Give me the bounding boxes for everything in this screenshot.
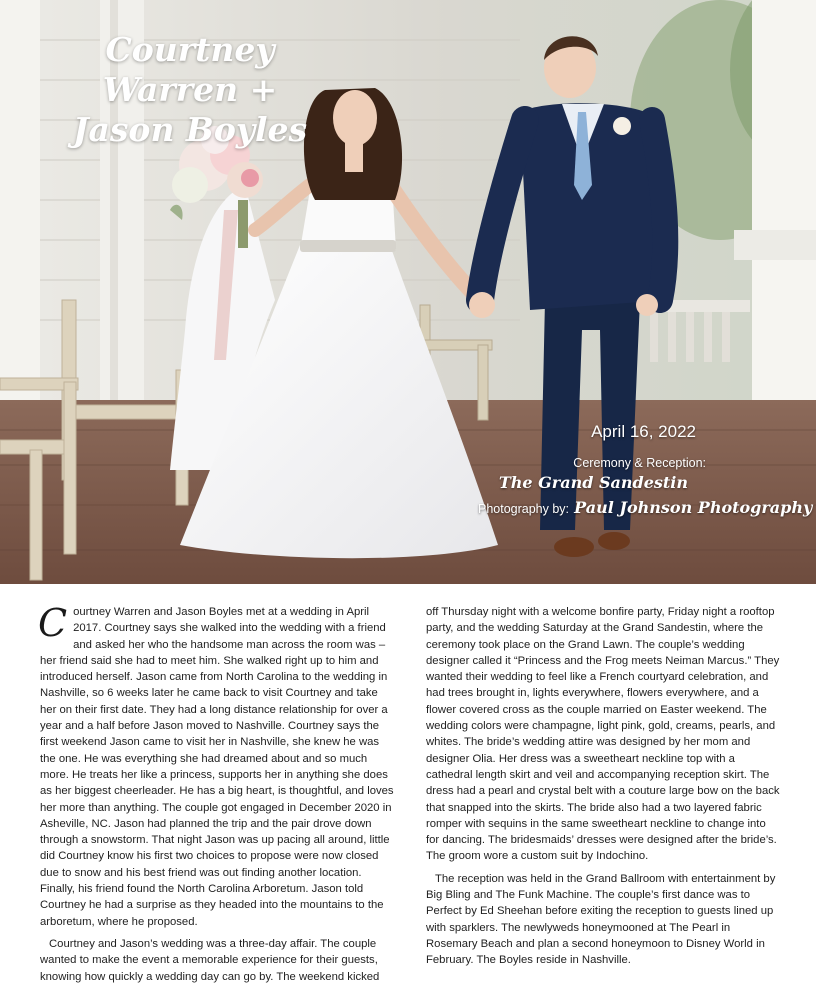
photographer-name: Paul Johnson Photography [574, 498, 813, 517]
drop-cap: C [38, 601, 68, 645]
couple-names-headline [70, 30, 310, 150]
event-info [478, 422, 813, 517]
article-paragraph-2: Courtney and Jason’s wedding was a three-day affair. The couple wanted to make the event a memorable experience for their guests, knowing how quickly a wedding day can go by. The weekend kicked [40, 937, 380, 983]
article-paragraph-1 [38, 601, 396, 930]
article-paragraph-4: The reception was held in the Grand Ballroom with entertainment by Big Bling and The Funk Machine. The couple’s first dance was to Perfect by Ed Sheehan before exiting the reception to guests lined up with sparklers. The newlyweds honeymooned at The Pearl in Rosemary Beach and plan a second honeymoon to Disney World in February. The Boyles reside in Nashville. [426, 872, 776, 967]
article-column-right [426, 604, 782, 988]
wedding-date: April 16, 2022 [591, 422, 696, 441]
headline-line-1: Courtney Warren + [102, 30, 278, 109]
article-body [38, 601, 782, 988]
photography-label: Photography by: [478, 502, 570, 516]
article-paragraph-1-text: ourtney Warren and Jason Boyles met at a wedding in April 2017. Courtney says she walked into the wedding with a friend and asked her who the handsome man across the room was – her friend said she had to meet him. She walked right up to him and introduced herself. Jason came from North Carolina to the wedding in Nashville, so 6 weeks later he came back to visit Courtney and take her on their first date. They had a long distance relationship for over a year and a half before Jason moved to Nashville. Courtney says the first weekend Jason came to visit her in Nashville, she knew he was the one. He was everything she had dreamed about and so much more. He treats her like a princess, supports her in anything she does as her biggest cheerleader. He has a big heart, is thoughtful, and loves her more than anything. The couple got engaged in December 2020 in Asheville, NC. Jason had planned the trip and the pair drove down through a snowstorm. That night Jason was up pacing all around, little did Courtney know his first two choices to propose were now closed due to snow and his best friend was out finding another location. Finally, his friend found the North Carolina Arboretum. Jason told Courtney he had a surprise as they headed into the mountains to the arboretum, where he proposed. [40, 606, 394, 928]
venue-label: Ceremony & Reception: [573, 456, 706, 470]
article-paragraph-3: off Thursday night with a welcome bonfire party, Friday night a rooftop party, and the wedding Saturday at the Grand Sandestin, where the ceremony took place on the Grand Lawn. The couple’s wedding designer called it “Princess and the Frog meets Neiman Marcus.” They wanted their wedding to feel like a French courtyard celebration, and had trees brought in, lights everywhere, flowers everywhere, and a flower covered cross as the couple married on Easter weekend. The wedding colors were champagne, light pink, gold, creams, pearls, and whites. The bride’s wedding attire was designed by her mom and designer Olia. Her dress was a sweetheart neckline top with a cathedral length skirt and veil and accompanying reception skirt. The dress had a pearl and crystal belt with a couture large bow on the back that snapped into the skirts. The bride also had a two layered fabric romper with sequins in the same sweetheart neckline to change into for dancing. The bridesmaids’ dresses were designed after the bride’s. The groom wore a custom suit by Indochino. [426, 606, 780, 863]
venue-name: The Grand Sandestin [498, 473, 688, 492]
article-column-left [38, 601, 396, 988]
headline-line-2: Jason Boyles [72, 110, 308, 149]
